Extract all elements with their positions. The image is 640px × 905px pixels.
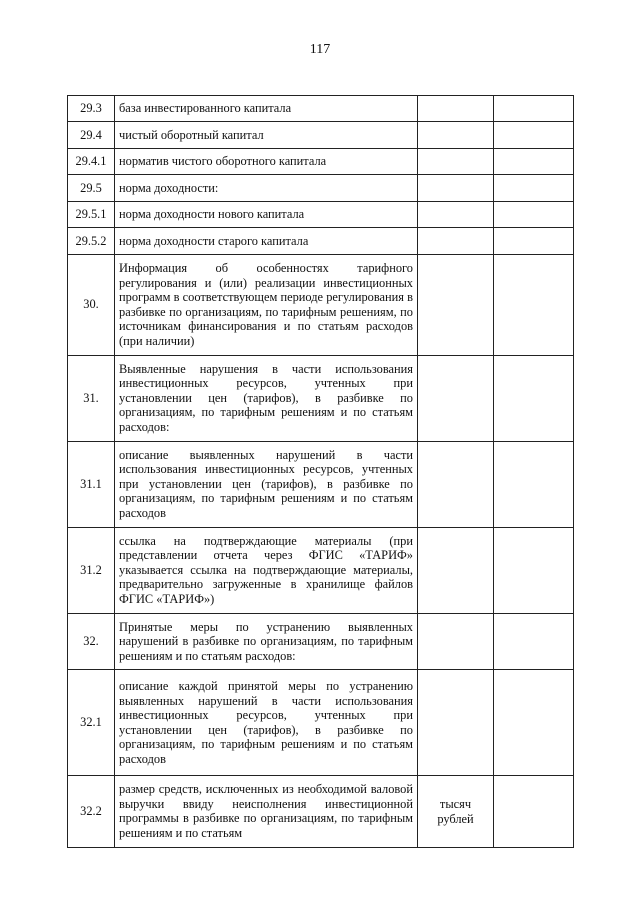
row-value bbox=[494, 776, 574, 848]
row-unit bbox=[418, 255, 494, 356]
row-description: описание выявленных нарушений в части использования инвестиционных ресурсов, учтенных при установлении цен (тарифов), в разбивке по организациям, по тарифным решениям и по статьям расходов bbox=[115, 441, 418, 527]
row-unit bbox=[418, 441, 494, 527]
row-description: размер средств, исключенных из необходимой валовой выручки ввиду неисполнения инвестиционной программы в разбивке по организациям, по тарифным решениям и по статьям bbox=[115, 776, 418, 848]
row-description: норматив чистого оборотного капитала bbox=[115, 149, 418, 175]
row-value bbox=[494, 670, 574, 776]
row-number: 29.5 bbox=[68, 175, 115, 202]
row-number: 32.1 bbox=[68, 670, 115, 776]
indicators-table bbox=[67, 95, 574, 848]
row-description: описание каждой принятой меры по устранению выявленных нарушений в части использования инвестиционных ресурсов, учтенных при установлении цен (тарифов), в разбивке по организациям, по тарифным решениям и по статьям расходов bbox=[115, 670, 418, 776]
row-value bbox=[494, 527, 574, 613]
row-number: 29.4.1 bbox=[68, 149, 115, 175]
row-unit bbox=[418, 122, 494, 149]
row-description: норма доходности нового капитала bbox=[115, 202, 418, 228]
table-row bbox=[68, 149, 574, 175]
table-row bbox=[68, 670, 574, 776]
table-row bbox=[68, 255, 574, 356]
table-row bbox=[68, 228, 574, 255]
row-number: 29.4 bbox=[68, 122, 115, 149]
row-unit: тысяч рублей bbox=[418, 776, 494, 848]
row-description: Принятые меры по устранению выявленных нарушений в разбивке по организациям, по тарифным решениям и по статьям расходов: bbox=[115, 613, 418, 670]
row-value bbox=[494, 355, 574, 441]
row-unit bbox=[418, 670, 494, 776]
row-unit bbox=[418, 96, 494, 122]
table-row bbox=[68, 175, 574, 202]
row-description: Информация об особенностях тарифного регулирования и (или) реализации инвестиционных программ в соответствующем периоде регулирования в разбивке по организациям, по тарифным решениям, по источникам финансирования и по статьям расходов (при наличии) bbox=[115, 255, 418, 356]
row-number: 29.5.2 bbox=[68, 228, 115, 255]
page-number: 117 bbox=[309, 42, 331, 57]
row-unit bbox=[418, 613, 494, 670]
row-value bbox=[494, 175, 574, 202]
row-number: 31.1 bbox=[68, 441, 115, 527]
table-row bbox=[68, 355, 574, 441]
table-row bbox=[68, 441, 574, 527]
row-number: 31.2 bbox=[68, 527, 115, 613]
table-row bbox=[68, 122, 574, 149]
row-number: 29.3 bbox=[68, 96, 115, 122]
row-description: чистый оборотный капитал bbox=[115, 122, 418, 149]
row-unit bbox=[418, 175, 494, 202]
row-unit bbox=[418, 527, 494, 613]
row-value bbox=[494, 149, 574, 175]
table-row bbox=[68, 96, 574, 122]
row-unit bbox=[418, 149, 494, 175]
row-number: 32.2 bbox=[68, 776, 115, 848]
table-row bbox=[68, 527, 574, 613]
row-description: база инвестированного капитала bbox=[115, 96, 418, 122]
table-row bbox=[68, 776, 574, 848]
row-description: ссылка на подтверждающие материалы (при представлении отчета через ФГИС «ТАРИФ» указывается ссылка на подтверждающие материалы, предварительно загруженные в хранилище файлов ФГИС «ТАРИФ») bbox=[115, 527, 418, 613]
row-number: 29.5.1 bbox=[68, 202, 115, 228]
row-value bbox=[494, 202, 574, 228]
row-value bbox=[494, 255, 574, 356]
row-unit bbox=[418, 355, 494, 441]
row-description: Выявленные нарушения в части использования инвестиционных ресурсов, учтенных при установлении цен (тарифов), в разбивке по организациям, по тарифным решениям и по статьям расходов: bbox=[115, 355, 418, 441]
row-number: 31. bbox=[68, 355, 115, 441]
row-value bbox=[494, 228, 574, 255]
table-row bbox=[68, 613, 574, 670]
row-value bbox=[494, 613, 574, 670]
row-number: 30. bbox=[68, 255, 115, 356]
row-unit bbox=[418, 228, 494, 255]
row-value bbox=[494, 441, 574, 527]
row-description: норма доходности: bbox=[115, 175, 418, 202]
row-description: норма доходности старого капитала bbox=[115, 228, 418, 255]
row-unit bbox=[418, 202, 494, 228]
row-value bbox=[494, 122, 574, 149]
table-row bbox=[68, 202, 574, 228]
row-value bbox=[494, 96, 574, 122]
row-number: 32. bbox=[68, 613, 115, 670]
